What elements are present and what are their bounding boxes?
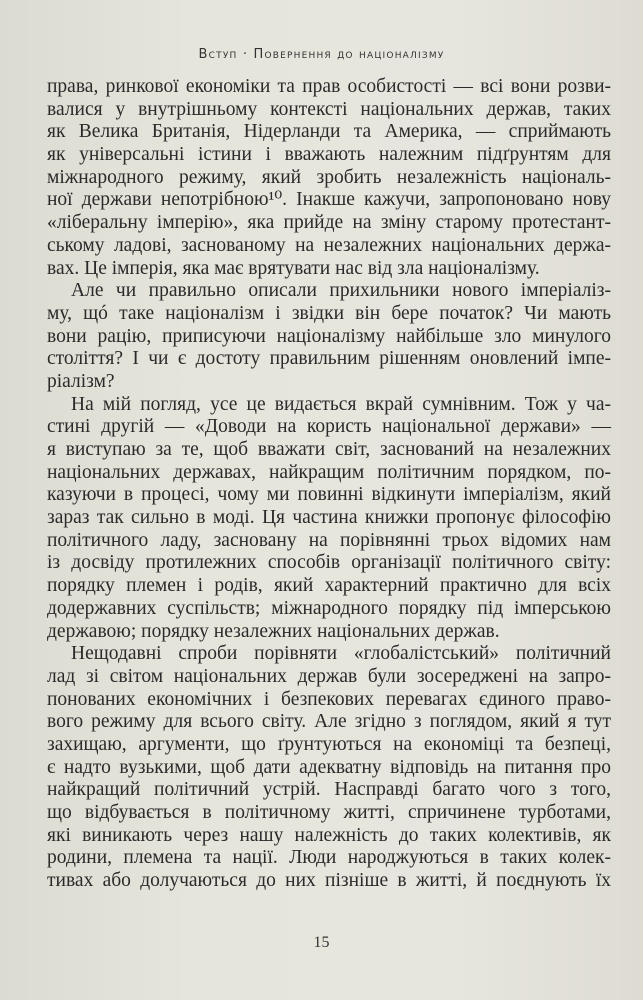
text-line: вони рацію, приписуючи націоналізму найбільше зло минулого <box>47 325 611 347</box>
text-line: як Велика Британія, Нідерланди та Америка, — сприймають <box>47 121 611 143</box>
text-line: вого режиму для всього світу. Але згідно з поглядом, який я тут <box>47 711 611 733</box>
text-line: вах. Це імперія, яка має врятувати нас від зла націоналізму. <box>47 257 540 279</box>
text-line: На мій погляд, усе це видається вкрай сумнівним. Тож у ча- <box>71 393 611 415</box>
text-line: ському ладові, заснованому на незалежних національних держа- <box>47 234 611 256</box>
text-line: які виникають через нашу належність до таких колективів, як <box>47 824 611 846</box>
text-line: Але чи правильно описали прихильники нового імперіаліз- <box>71 280 611 302</box>
text-line: державою; порядку незалежних національних держав. <box>47 620 500 642</box>
body-text <box>47 76 611 893</box>
text-line: найкращий політичний устрій. Насправді багато чого з того, <box>47 779 611 801</box>
text-line: казуючи в процесі, чому ми повинні відкинути імперіалізм, який <box>47 484 611 506</box>
text-line: я виступаю за те, щоб вважати світ, заснований на незалежних <box>47 439 611 460</box>
text-line: понованих економічних і безпекових перевагах єдиного право- <box>47 688 611 710</box>
page-number: 15 <box>313 934 330 951</box>
paragraph <box>47 394 611 644</box>
text-line: міжнародного режиму, який зробить незалежність національ- <box>47 166 611 188</box>
text-line: тивах або долучаються до них пізніше в житті, й поєднують їх <box>47 870 611 892</box>
paragraph <box>47 280 611 393</box>
text-line: ріалізм? <box>47 370 115 392</box>
text-line: родини, племена та нації. Люди народжуються в таких колек- <box>47 847 611 869</box>
text-line: му, щó таке націоналізм і звідки він бере початок? Чи мають <box>47 302 611 324</box>
text-line: Нещодавні спроби порівняти «глобалістський» політичний <box>71 643 611 665</box>
text-line: лад зі світом національних держав були зосереджені на запро- <box>47 665 611 687</box>
text-line: що відбувається в політичному житті, спричинене турботами, <box>47 802 611 823</box>
text-line: національних державах, найкращим політичним порядком, по- <box>47 461 611 483</box>
text-line: валися у внутрішньому контексті національних держав, таких <box>47 98 611 120</box>
text-line: стині другій — «Доводи на користь національної держави» — <box>47 416 611 438</box>
text-line: є надто вузькими, щоб дати адекватну відповідь на питання про <box>47 756 611 778</box>
text-line: зараз так сильно в моді. Ця частина книжки пропонує філософію <box>47 507 611 529</box>
text-line: із досвіду протилежних способів організації політичного світу: <box>47 552 611 574</box>
paragraph <box>47 76 611 280</box>
text-line: захищаю, аргументи, що ґрунтуються на економіці та безпеці, <box>47 733 611 755</box>
text-line: «ліберальну імперію», яка прийде на зміну старому протестант- <box>47 212 611 234</box>
text-line: додержавних суспільств; міжнародного порядку під імперською <box>47 597 611 619</box>
text-line: права, ринкової економіки та прав особистості — всі вони розви- <box>47 76 611 97</box>
text-line: порядку племен і родів, який характерний практично для всіх <box>47 575 611 597</box>
text-line: століття? І чи є достоту правильним рішенням оновлений імпе- <box>47 348 611 370</box>
text-line: політичного ладу, засновану на порівнянні трьох відомих нам <box>47 529 611 551</box>
text-line: ної держави непотрібною¹⁰. Інакше кажучи, запропоновано нову <box>47 189 611 211</box>
paragraph <box>47 643 611 893</box>
running-header: Вступ · Повернення до націоналізму <box>198 47 445 62</box>
text-line: як універсальні істини і вважають належним підґрунтям для <box>47 144 611 166</box>
